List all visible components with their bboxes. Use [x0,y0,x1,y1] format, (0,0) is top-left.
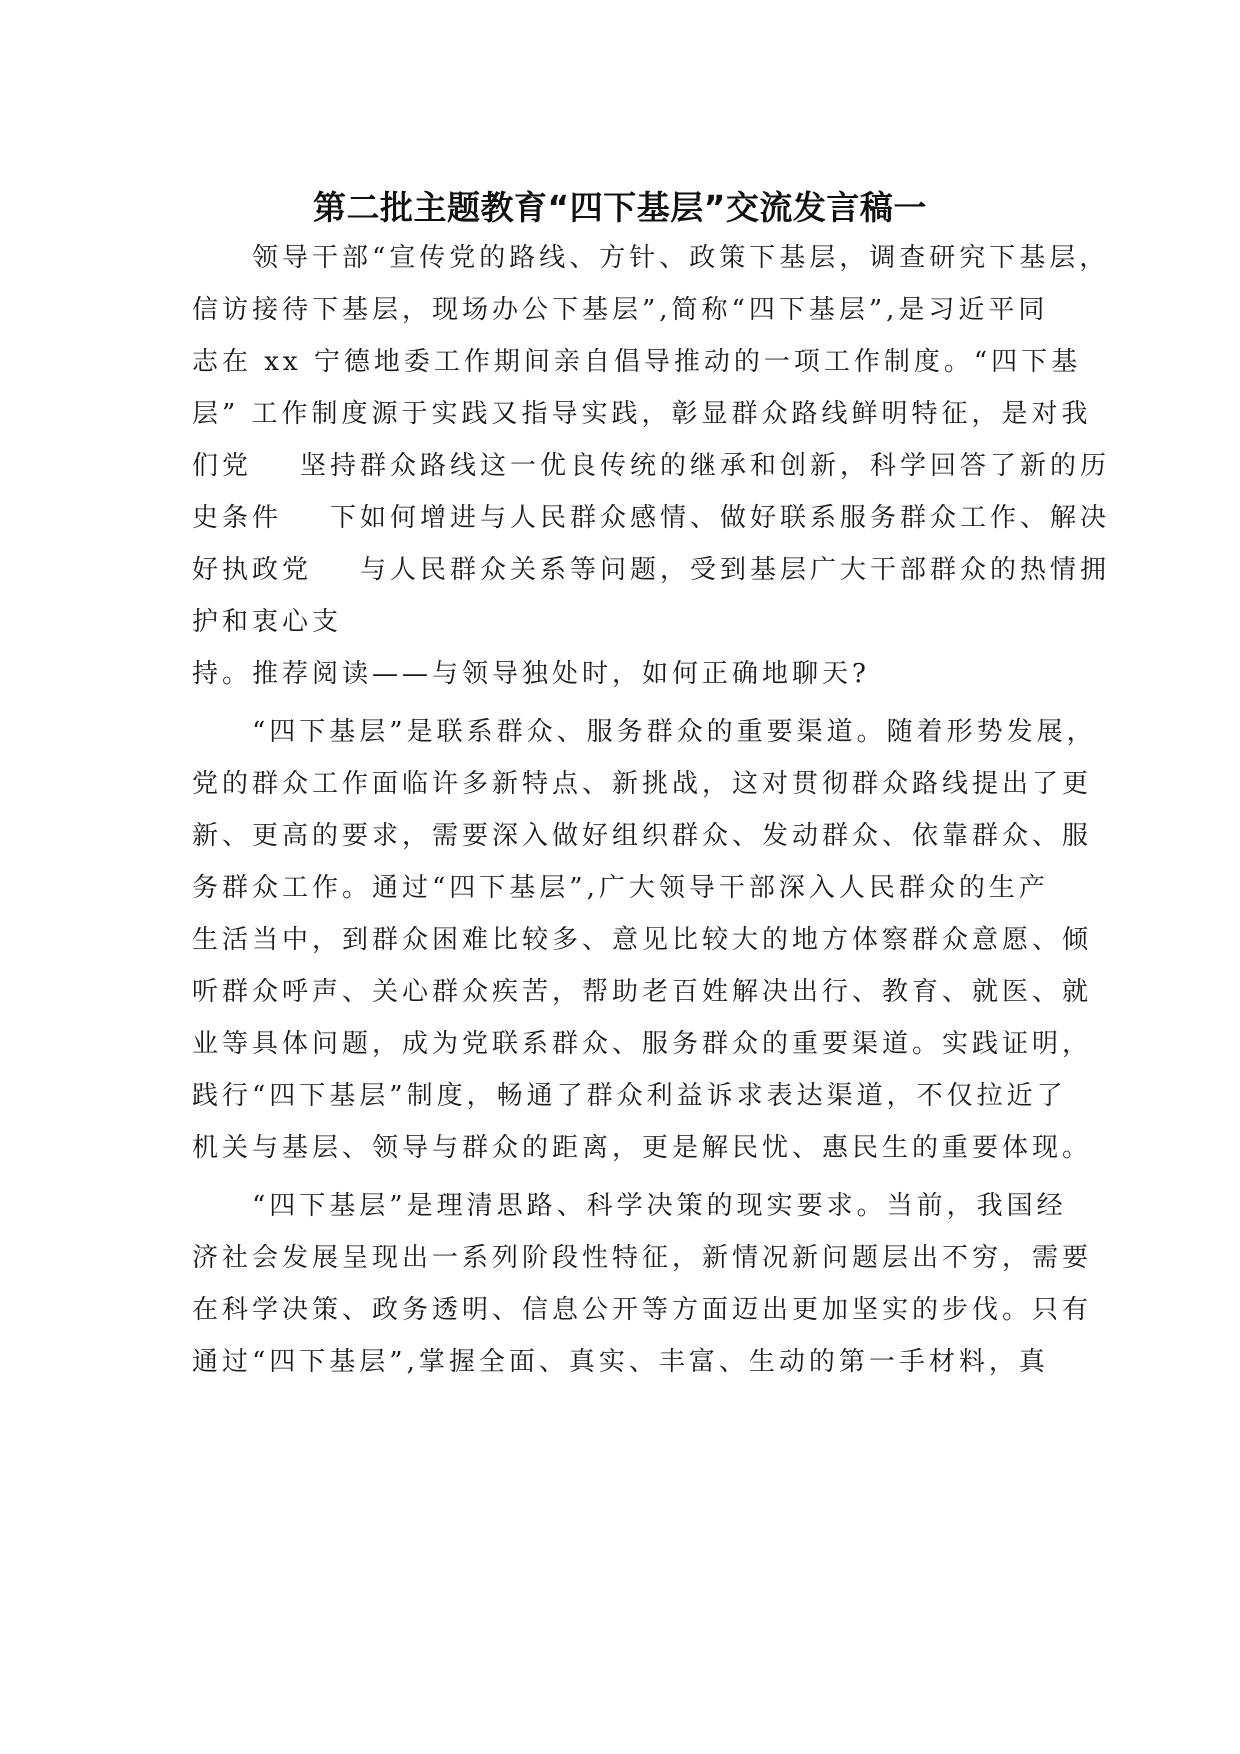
line-segment: 好执政党 [192,555,313,585]
paragraph-2-line-9: 机关与基层、领导与群众的距离，更是解民忧、惠民生的重要体现。 [192,1133,1093,1163]
paragraph-3-line-2: 济社会发展呈现出一系列阶段性特征，新情况新问题层出不穷，需要 [192,1243,1093,1273]
paragraph-3-line-4: 通过“四下基层”,掌握全面、真实、丰富、生动的第一手材料，真 [192,1347,1049,1377]
paragraph-1-line-5 [192,448,1110,484]
paragraph-2-line-3: 新、更高的要求，需要深入做好组织群众、发动群众、依靠群众、服 [192,821,1093,851]
line-segment: 史条件 [192,503,283,533]
paragraph-1-line-2: 信访接待下基层，现场办公下基层”,简称“四下基层”,是习近平同 [192,295,1049,325]
paragraph-1-line-4: 层” 工作制度源于实践又指导实践，彰显群众路线鲜明特征，是对我 [192,399,1092,429]
paragraph-3-line-3: 在科学决策、政务透明、信息公开等方面迈出更加坚实的步伐。只有 [192,1295,1093,1325]
line-segment: 下如何增进与人民群众感情、做好联系服务群众工作、解决 [330,503,1111,533]
paragraph-2-line-5: 生活当中，到群众困难比较多、意见比较大的地方体察群众意愿、倾 [192,925,1093,955]
paragraph-2-line-8: 践行“四下基层”制度，畅通了群众利益诉求表达渠道，不仅拉近了 [192,1081,1067,1111]
line-segment: 们党 [192,451,253,481]
paragraph-1-line-6 [192,500,1110,536]
paragraph-3-line-1: “四下基层”是理清思路、科学决策的现实要求。当前，我国经 [192,1191,1067,1221]
paragraph-1-line-7 [192,552,1110,588]
paragraph-1-line-1: 领导干部“宣传党的路线、方针、政策下基层，调查研究下基层， [192,243,1110,273]
paragraph-2-line-4: 务群众工作。通过“四下基层”,广大领导干部深入人民群众的生产 [192,873,1049,903]
paragraph-1-line-3: 志在 xx 宁德地委工作期间亲自倡导推动的一项工作制度。“四下基 [192,347,1082,377]
paragraph-1-line-9: 持。推荐阅读——与领导独处时，如何正确地聊天? [192,659,870,689]
line-segment: 与人民群众关系等问题，受到基层广大干部群众的热情拥 [360,555,1111,585]
paragraph-2-line-6: 听群众呼声、关心群众疾苦，帮助老百姓解决出行、教育、就医、就 [192,977,1093,1007]
paragraph-2-line-7: 业等具体问题，成为党联系群众、服务群众的重要渠道。实践证明， [192,1029,1093,1059]
paragraph-2-line-2: 党的群众工作面临许多新特点、新挑战，这对贯彻群众路线提出了更 [192,769,1093,799]
paragraph-1-line-8: 护和衷心支 [192,607,343,637]
paragraph-2-line-1: “四下基层”是联系群众、服务群众的重要渠道。随着形势发展， [192,717,1097,747]
line-segment: 坚持群众路线这一优良传统的继承和创新，科学回答了新的历 [300,451,1111,481]
document-title: 第二批主题教育“四下基层”交流发言稿一 [313,188,927,227]
